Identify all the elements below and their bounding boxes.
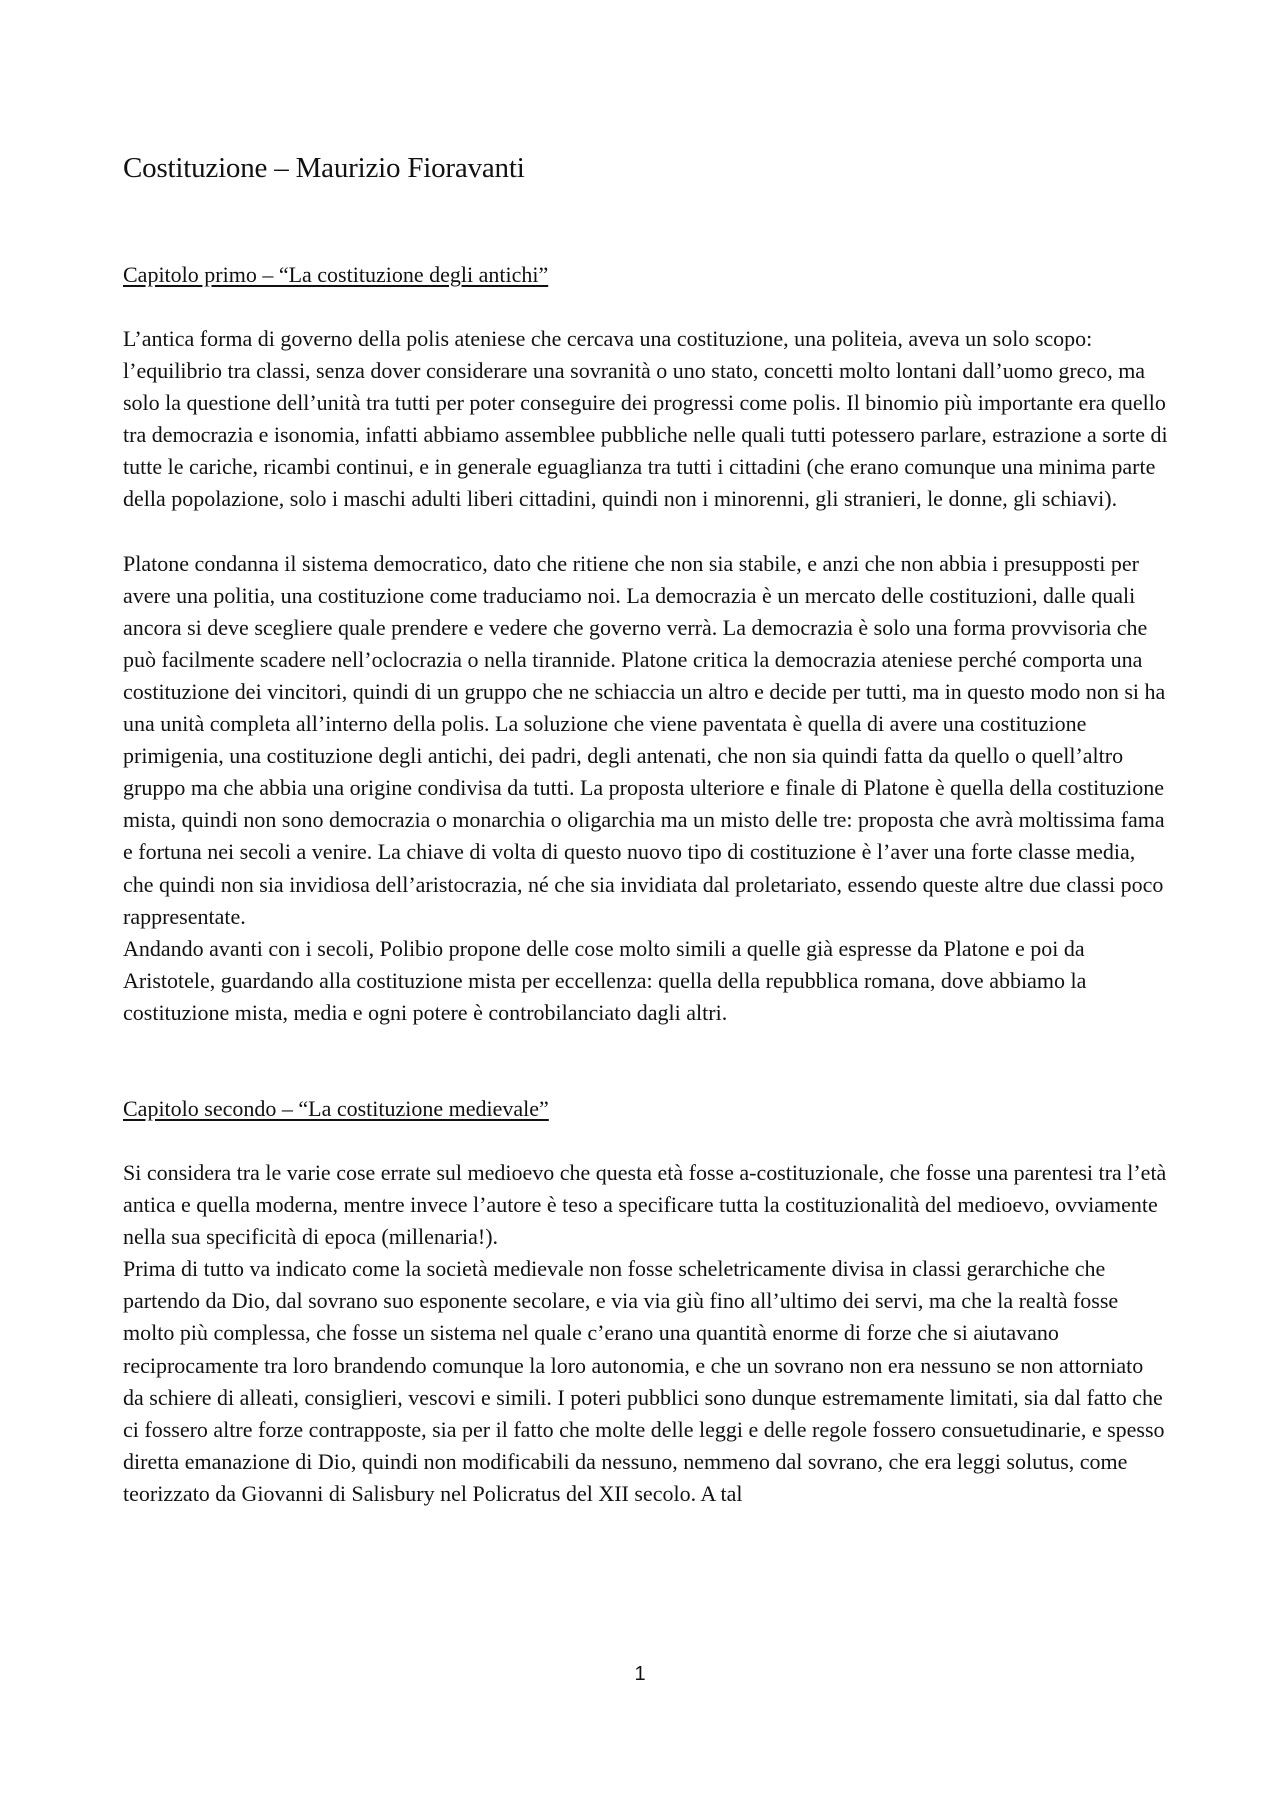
document-body [123, 150, 1168, 1510]
chapter-1-paragraph: Andando avanti con i secoli, Polibio propone delle cose molto simili a quelle già espresse da Platone e poi da Aristotele, guardando alla costituzione mista per eccellenza: quella della repubblica romana, dove abbiamo la costituzione mista, media e ogni potere è controbilanciato dagli altri. [123, 935, 1087, 1025]
chapter-1 [123, 259, 1168, 1029]
chapter-1-paragraph: Platone condanna il sistema democratico, dato che ritiene che non sia stabile, e anzi che non abbia i presupposti per avere una politia, una costituzione come traduciamo noi. La democrazia è un mercato delle costituzioni, dalle quali ancora si deve scegliere quale prendere e vedere che governo verrà. La democrazia è solo una forma provvisoria che può facilmente scadere nell’oclocrazia o nella tirannide. Platone critica la democrazia ateniese perché comporta una costituzione dei vincitori, quindi di un gruppo che ne schiaccia un altro e decide per tutti, ma in questo modo non si ha una unità completa all’interno della polis. La soluzione che viene paventata è quella di avere una costituzione primigenia, una costituzione degli antichi, dei padri, degli antenati, che non sia quindi fatta da quello o quell’altro gruppo ma che abbia una origine condivisa da tutti. La proposta ulteriore e finale di Platone è quella della costituzione mista, quindi non sono democrazia o monarchia o oligarchia ma un misto delle tre: proposta che avrà moltissima fama e fortuna nei secoli a venire. La chiave di volta di questo nuovo tipo di costituzione è l’aver una forte classe media, che quindi non sia invidiosa dell’aristocrazia, né che sia invidiata dal proletariato, essendo queste altre due classi poco rappresentate. [123, 550, 1166, 929]
chapter-1-heading: Capitolo primo – “La costituzione degli antichi” [123, 262, 549, 287]
chapter-2-paragraph: Si considera tra le varie cose errate sul medioevo che questa età fosse a-costituzionale, che fosse una parentesi tra l’età antica e quella moderna, mentre invece l’autore è teso a specificare tutta la costituzionalità del medioevo, ovviamente nella sua specificità di epoca (millenaria!). [123, 1159, 1167, 1250]
page-number: 1 [634, 1663, 646, 1685]
document-title: Costituzione – Maurizio Fioravanti [123, 152, 525, 184]
chapter-2-paragraph: Prima di tutto va indicato come la società medievale non fosse scheletricamente divisa in classi gerarchiche che partendo da Dio, dal sovrano suo esponente secolare, e via via giù fino all’ultimo dei servi, ma che la realtà fosse molto più complessa, che fosse un sistema nel quale c’erano una quantità enorme di forze che si aiutavano reciprocamente tra loro brandendo comunque la loro autonomia, e che un sovrano non era nessuno se non attorniato da schiere di alleati, consiglieri, vescovi e simili. I poteri pubblici sono dunque estremamente limitati, sia dal fatto che ci fossero altre forze contrapposte, sia per il fatto che molte delle leggi e delle regole fossero consuetudinarie, e spesso diretta emanazione di Dio, quindi non modificabili da nessuno, nemmeno dal sovrano, che era leggi solutus, come teorizzato da Giovanni di Salisbury nel Policratus del XII secolo. A tal [123, 1256, 1165, 1506]
chapter-1-paragraph: L’antica forma di governo della polis ateniese che cercava una costituzione, una politeia, aveva un solo scopo: l’equilibrio tra classi, senza dover considerare una sovranità o uno stato, concetti molto lontani dall’uomo greco, ma solo la questione dell’unità tra tutti per poter conseguire dei progressi come polis. Il binomio più importante era quello tra democrazia e isonomia, infatti abbiamo assemblee pubbliche nelle quali tutti potessero parlare, estrazione a sorte di tutte le cariche, ricambi continui, e in generale eguaglianza tra tutti i cittadini (che erano comunque una minima parte della popolazione, solo i maschi adulti liberi cittadini, quindi non i minorenni, gli stranieri, le donne, gli schiavi). [123, 326, 1168, 512]
chapter-2-heading: Capitolo secondo – “La costituzione medievale” [123, 1095, 549, 1121]
chapter-2 [123, 1093, 1168, 1510]
